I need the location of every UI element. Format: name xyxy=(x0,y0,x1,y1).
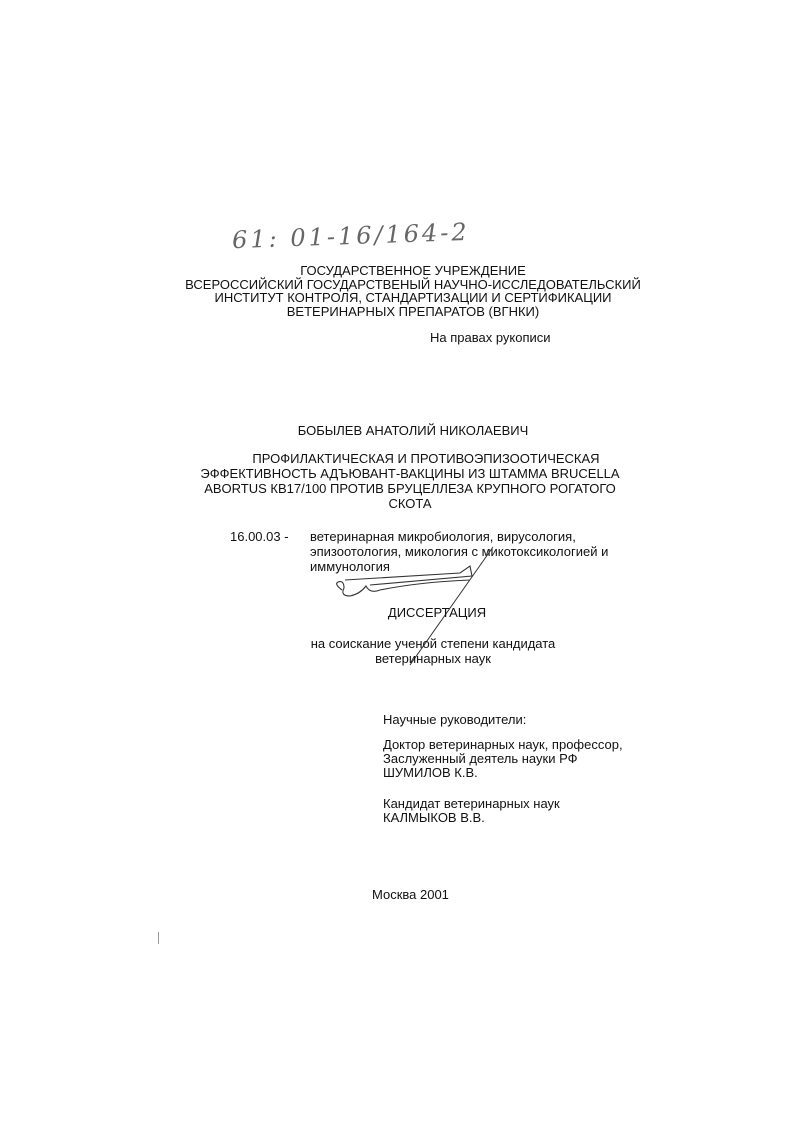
author-name: БОБЫЛЕВ АНАТОЛИЙ НИКОЛАЕВИЧ xyxy=(297,423,529,438)
document-type: ДИССЕРТАЦИЯ xyxy=(387,605,487,620)
signature-scribble xyxy=(337,566,472,596)
scan-artifact xyxy=(158,932,159,944)
institution-line: ВСЕРОССИЙСКИЙ ГОСУДАРСТВЕНЫЙ НАУЧНО-ИССЛЕДОВАТЕЛЬСКИЙ xyxy=(185,276,641,292)
specialty-line: эпизоотология, микология с микотоксикологией и xyxy=(310,544,609,559)
supervisor-line: Доктор ветеринарных наук, профессор, xyxy=(383,737,623,752)
handwritten-archive-code: 61: 01-16/164-2 xyxy=(231,217,471,255)
title-line: ПРОФИЛАКТИЧЕСКАЯ И ПРОТИВОЭПИЗООТИЧЕСКАЯ xyxy=(252,451,600,466)
degree-line: ветеринарных наук xyxy=(375,651,491,666)
supervisor-line: Кандидат ветеринарных наук xyxy=(383,796,560,811)
supervisors-heading: Научные руководители: xyxy=(383,712,527,727)
supervisor-name: КАЛМЫКОВ В.В. xyxy=(383,810,485,825)
degree-line: на соискание ученой степени кандидата xyxy=(310,636,556,651)
supervisor-name: ШУМИЛОВ К.В. xyxy=(383,765,478,780)
manuscript-note: На правах рукописи xyxy=(430,330,551,345)
specialty-line: ветеринарная микробиология, вирусология, xyxy=(310,529,576,544)
specialty-code: 16.00.03 - xyxy=(230,529,289,544)
title-line: ЭФФЕКТИВНОСТЬ АДЪЮВАНТ-ВАКЦИНЫ ИЗ ШТАММА BRUCELLA xyxy=(200,466,620,481)
institution-line: ВЕТЕРИНАРНЫХ ПРЕПАРАТОВ (ВГНКИ) xyxy=(286,303,540,319)
title-line: СКОТА xyxy=(388,496,432,511)
place-year: Москва 2001 xyxy=(372,887,449,902)
specialty-line: иммунология xyxy=(310,559,390,574)
institution-line: ГОСУДАРСТВЕННОЕ УЧРЕЖДЕНИЕ xyxy=(300,263,526,278)
title-line: ABORTUS КВ17/100 ПРОТИВ БРУЦЕЛЛЕЗА КРУПНОГО РОГАТОГО xyxy=(204,481,616,496)
institution-line: ИНСТИТУТ КОНТРОЛЯ, СТАНДАРТИЗАЦИИ И СЕРТИФИКАЦИИ xyxy=(214,290,612,305)
supervisor-line: Заслуженный деятель науки РФ xyxy=(383,751,578,766)
